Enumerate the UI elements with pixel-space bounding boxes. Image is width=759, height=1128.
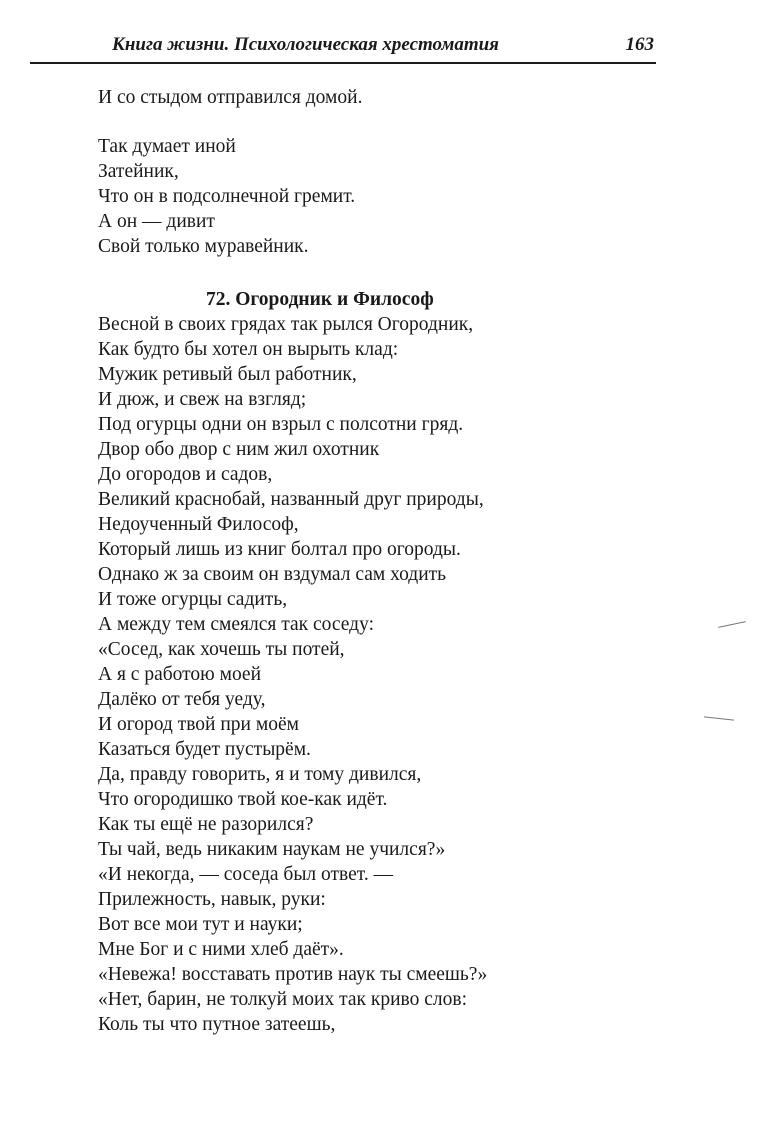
verse-line: Казаться будет пустырём. bbox=[98, 739, 311, 760]
verse-line: Как будто бы хотел он вырыть клад: bbox=[98, 339, 399, 360]
fable-heading: 72. Огородник и Философ bbox=[206, 289, 434, 310]
verse-line: Который лишь из книг болтал про огороды. bbox=[98, 539, 461, 560]
verse-line: Далёко от тебя уеду, bbox=[98, 689, 266, 710]
verse-line: Однако ж за своим он вздумал сам ходить bbox=[98, 564, 447, 585]
verse-line: И тоже огурцы садить, bbox=[98, 589, 288, 610]
verse-line: Весной в своих грядах так рылся Огородник, bbox=[98, 314, 474, 335]
verse-line: «И некогда, — соседа был ответ. — bbox=[98, 864, 394, 885]
verse-line: Затейник, bbox=[98, 161, 179, 182]
verse-line: Свой только муравейник. bbox=[98, 236, 309, 257]
verse-line: Так думает иной bbox=[98, 136, 236, 157]
scan-mark bbox=[704, 716, 734, 720]
verse-line: «Нет, барин, не толкуй моих так криво слов: bbox=[98, 989, 467, 1010]
verse-line: Как ты ещё не разорился? bbox=[98, 814, 314, 835]
verse-line: Что он в подсолнечной гремит. bbox=[98, 186, 356, 207]
page-number: 163 bbox=[625, 34, 654, 55]
verse-line: Коль ты что путное затеешь, bbox=[98, 1014, 336, 1035]
verse-line: «Невежа! восставать против наук ты смеешь?» bbox=[98, 964, 488, 985]
verse-line: А он — дивит bbox=[98, 211, 215, 232]
verse-line: Под огурцы одни он взрыл с полсотни гряд. bbox=[98, 414, 464, 435]
verse-line: И со стыдом отправился домой. bbox=[98, 87, 363, 108]
verse-line: Ты чай, ведь никаким наукам не учился?» bbox=[98, 839, 446, 860]
verse-line: Великий краснобай, названный друг природы, bbox=[98, 489, 484, 510]
verse-line: Да, правду говорить, я и тому дивился, bbox=[98, 764, 422, 785]
running-header bbox=[30, 30, 656, 64]
verse-line: Прилежность, навык, руки: bbox=[98, 889, 326, 910]
verse-line: Мужик ретивый был работник, bbox=[98, 364, 357, 385]
verse-line: И огород твой при моём bbox=[98, 714, 299, 735]
verse-line: До огородов и садов, bbox=[98, 464, 273, 485]
scan-mark bbox=[718, 621, 746, 628]
verse-line: Что огородишко твой кое-как идёт. bbox=[98, 789, 388, 810]
verse-line: Недоученный Философ, bbox=[98, 514, 299, 535]
verse-line: И дюж, и свеж на взгляд; bbox=[98, 389, 307, 410]
verse-line: А я с работою моей bbox=[98, 664, 262, 685]
verse-line: А между тем смеялся так соседу: bbox=[98, 614, 374, 635]
verse-line: «Сосед, как хочешь ты потей, bbox=[98, 639, 345, 660]
running-title: Книга жизни. Психологическая хрестоматия bbox=[112, 34, 499, 55]
verse-line: Мне Бог и с ними хлеб даёт». bbox=[98, 939, 344, 960]
verse-line: Двор обо двор с ним жил охотник bbox=[98, 439, 380, 460]
verse-line: Вот все мои тут и науки; bbox=[98, 914, 303, 935]
